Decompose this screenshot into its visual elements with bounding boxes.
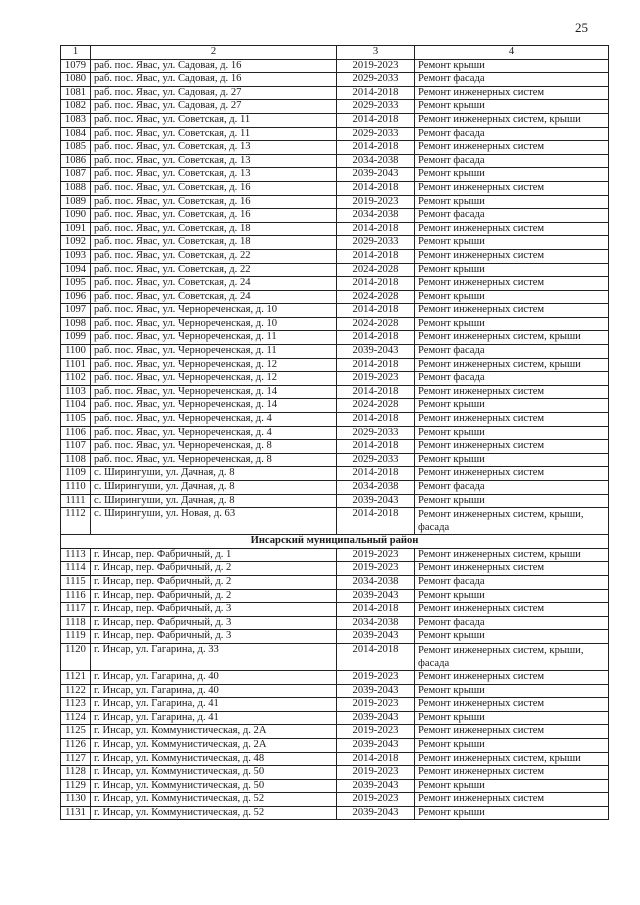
row-number: 1102: [61, 372, 91, 386]
row-number: 1112: [61, 508, 91, 535]
row-number: 1094: [61, 263, 91, 277]
table-row: [61, 508, 609, 535]
row-number: 1086: [61, 154, 91, 168]
row-number: 1083: [61, 113, 91, 127]
row-work-type: Ремонт инженерных систем: [415, 181, 609, 195]
row-address: с. Ширингуши, ул. Новая, д. 63: [91, 508, 337, 535]
row-period: 2039-2043: [337, 806, 415, 820]
table-row: [61, 725, 609, 739]
row-number: 1108: [61, 453, 91, 467]
table-row: [61, 562, 609, 576]
row-work-type: Ремонт крыши: [415, 59, 609, 73]
row-number: 1111: [61, 494, 91, 508]
row-period: 2019-2023: [337, 793, 415, 807]
row-period: 2039-2043: [337, 589, 415, 603]
row-work-type: Ремонт крыши: [415, 738, 609, 752]
row-period: 2039-2043: [337, 738, 415, 752]
row-address: с. Ширингуши, ул. Дачная, д. 8: [91, 481, 337, 495]
row-period: 2014-2018: [337, 603, 415, 617]
row-number: 1093: [61, 249, 91, 263]
district-heading-row: [61, 535, 609, 549]
row-work-type: Ремонт инженерных систем: [415, 385, 609, 399]
row-work-type: Ремонт крыши: [415, 263, 609, 277]
row-address: г. Инсар, ул. Гагарина, д. 40: [91, 684, 337, 698]
table-row: [61, 494, 609, 508]
table-row: [61, 670, 609, 684]
row-work-type: Ремонт инженерных систем, крыши: [415, 113, 609, 127]
row-work-type: Ремонт фасада: [415, 209, 609, 223]
table-row: [61, 779, 609, 793]
row-work-type: Ремонт фасада: [415, 616, 609, 630]
row-number: 1095: [61, 277, 91, 291]
row-number: 1124: [61, 711, 91, 725]
table-row: [61, 127, 609, 141]
row-address: раб. пос. Явас, ул. Советская, д. 24: [91, 290, 337, 304]
row-period: 2039-2043: [337, 494, 415, 508]
row-address: г. Инсар, ул. Коммунистическая, д. 48: [91, 752, 337, 766]
row-period: 2019-2023: [337, 725, 415, 739]
row-address: г. Инсар, пер. Фабричный, д. 3: [91, 630, 337, 644]
table-row: [61, 59, 609, 73]
row-period: 2014-2018: [337, 508, 415, 535]
row-number: 1080: [61, 73, 91, 87]
row-period: 2024-2028: [337, 290, 415, 304]
district-heading: Инсарский муниципальный район: [61, 535, 609, 549]
row-number: 1128: [61, 766, 91, 780]
row-number: 1118: [61, 616, 91, 630]
table-row: [61, 711, 609, 725]
row-work-type: Ремонт крыши: [415, 100, 609, 114]
table-row: [61, 589, 609, 603]
row-work-type: Ремонт крыши: [415, 236, 609, 250]
row-address: г. Инсар, пер. Фабричный, д. 1: [91, 548, 337, 562]
row-work-type: Ремонт крыши: [415, 426, 609, 440]
row-period: 2039-2043: [337, 684, 415, 698]
row-number: 1131: [61, 806, 91, 820]
row-period: 2029-2033: [337, 127, 415, 141]
row-period: 2014-2018: [337, 752, 415, 766]
table-row: [61, 263, 609, 277]
row-address: раб. пос. Явас, ул. Чернореченская, д. 11: [91, 345, 337, 359]
row-number: 1092: [61, 236, 91, 250]
row-work-type: Ремонт крыши: [415, 195, 609, 209]
row-address: г. Инсар, ул. Коммунистическая, д. 2А: [91, 725, 337, 739]
row-address: раб. пос. Явас, ул. Советская, д. 22: [91, 249, 337, 263]
row-number: 1087: [61, 168, 91, 182]
row-number: 1114: [61, 562, 91, 576]
row-period: 2029-2033: [337, 453, 415, 467]
row-period: 2024-2028: [337, 399, 415, 413]
row-address: раб. пос. Явас, ул. Советская, д. 24: [91, 277, 337, 291]
row-number: 1088: [61, 181, 91, 195]
row-address: раб. пос. Явас, ул. Садовая, д. 27: [91, 100, 337, 114]
row-number: 1109: [61, 467, 91, 481]
row-address: раб. пос. Явас, ул. Советская, д. 18: [91, 222, 337, 236]
row-number: 1099: [61, 331, 91, 345]
row-period: 2039-2043: [337, 168, 415, 182]
row-number: 1116: [61, 589, 91, 603]
row-number: 1119: [61, 630, 91, 644]
row-address: раб. пос. Явас, ул. Советская, д. 16: [91, 209, 337, 223]
table-row: [61, 752, 609, 766]
row-address: раб. пос. Явас, ул. Чернореченская, д. 10: [91, 304, 337, 318]
row-period: 2039-2043: [337, 345, 415, 359]
row-period: 2014-2018: [337, 440, 415, 454]
table-row: [61, 209, 609, 223]
row-address: г. Инсар, ул. Коммунистическая, д. 50: [91, 779, 337, 793]
row-number: 1126: [61, 738, 91, 752]
row-period: 2019-2023: [337, 670, 415, 684]
row-number: 1104: [61, 399, 91, 413]
row-work-type: Ремонт крыши: [415, 399, 609, 413]
row-work-type: Ремонт инженерных систем: [415, 766, 609, 780]
row-work-type: Ремонт крыши: [415, 453, 609, 467]
table-row: [61, 222, 609, 236]
table-row: [61, 426, 609, 440]
row-number: 1097: [61, 304, 91, 318]
row-address: раб. пос. Явас, ул. Чернореченская, д. 4: [91, 426, 337, 440]
row-address: раб. пос. Явас, ул. Чернореченская, д. 14: [91, 385, 337, 399]
row-period: 2019-2023: [337, 562, 415, 576]
row-work-type: Ремонт инженерных систем: [415, 86, 609, 100]
row-number: 1129: [61, 779, 91, 793]
row-period: 2034-2038: [337, 575, 415, 589]
row-number: 1123: [61, 698, 91, 712]
row-work-type: Ремонт инженерных систем: [415, 670, 609, 684]
row-number: 1113: [61, 548, 91, 562]
table-row: [61, 168, 609, 182]
row-period: 2014-2018: [337, 141, 415, 155]
row-work-type: Ремонт инженерных систем: [415, 249, 609, 263]
row-work-type: Ремонт инженерных систем: [415, 467, 609, 481]
row-number: 1079: [61, 59, 91, 73]
row-period: 2019-2023: [337, 548, 415, 562]
row-work-type: Ремонт крыши: [415, 317, 609, 331]
row-period: 2019-2023: [337, 698, 415, 712]
column-header-number: 1: [61, 46, 91, 60]
row-number: 1127: [61, 752, 91, 766]
row-address: г. Инсар, пер. Фабричный, д. 2: [91, 589, 337, 603]
row-work-type: Ремонт фасада: [415, 345, 609, 359]
row-period: 2034-2038: [337, 209, 415, 223]
row-address: раб. пос. Явас, ул. Советская, д. 16: [91, 181, 337, 195]
row-period: 2014-2018: [337, 467, 415, 481]
table-row: [61, 100, 609, 114]
row-number: 1120: [61, 643, 91, 670]
table-body-row-1120: [61, 643, 609, 670]
row-number: 1100: [61, 345, 91, 359]
table-row: [61, 304, 609, 318]
row-address: раб. пос. Явас, ул. Советская, д. 11: [91, 127, 337, 141]
row-number: 1090: [61, 209, 91, 223]
row-work-type: Ремонт инженерных систем, крыши: [415, 548, 609, 562]
row-address: г. Инсар, пер. Фабричный, д. 3: [91, 616, 337, 630]
table-row: [61, 141, 609, 155]
row-address: раб. пос. Явас, ул. Советская, д. 11: [91, 113, 337, 127]
repair-schedule-table: [60, 45, 609, 820]
row-period: 2014-2018: [337, 331, 415, 345]
row-work-type: Ремонт крыши: [415, 630, 609, 644]
row-number: 1091: [61, 222, 91, 236]
table-row: [61, 413, 609, 427]
row-work-type: Ремонт инженерных систем: [415, 725, 609, 739]
column-header-address: 2: [91, 46, 337, 60]
table-row: [61, 236, 609, 250]
row-number: 1082: [61, 100, 91, 114]
row-number: 1122: [61, 684, 91, 698]
row-work-type: Ремонт фасада: [415, 154, 609, 168]
column-header-work: 4: [415, 46, 609, 60]
table-row: [61, 331, 609, 345]
row-work-type: Ремонт фасада: [415, 73, 609, 87]
row-work-type: Ремонт крыши: [415, 589, 609, 603]
row-address: раб. пос. Явас, ул. Чернореченская, д. 11: [91, 331, 337, 345]
row-work-type: Ремонт крыши: [415, 806, 609, 820]
row-period: 2029-2033: [337, 100, 415, 114]
row-address: раб. пос. Явас, ул. Чернореченская, д. 12: [91, 358, 337, 372]
row-address: г. Инсар, пер. Фабричный, д. 2: [91, 575, 337, 589]
row-period: 2014-2018: [337, 304, 415, 318]
row-address: г. Инсар, ул. Гагарина, д. 33: [91, 643, 337, 670]
row-address: раб. пос. Явас, ул. Садовая, д. 16: [91, 59, 337, 73]
row-period: 2034-2038: [337, 616, 415, 630]
row-number: 1084: [61, 127, 91, 141]
table-row: [61, 372, 609, 386]
table-row: [61, 249, 609, 263]
row-work-type: Ремонт крыши: [415, 168, 609, 182]
row-number: 1117: [61, 603, 91, 617]
row-period: 2019-2023: [337, 766, 415, 780]
row-address: г. Инсар, ул. Коммунистическая, д. 52: [91, 793, 337, 807]
row-address: раб. пос. Явас, ул. Чернореченская, д. 8: [91, 440, 337, 454]
table-row: [61, 806, 609, 820]
row-address: раб. пос. Явас, ул. Чернореченская, д. 8: [91, 453, 337, 467]
table-row: [61, 345, 609, 359]
table-row: [61, 385, 609, 399]
row-period: 2039-2043: [337, 779, 415, 793]
table-row: [61, 698, 609, 712]
row-period: 2014-2018: [337, 277, 415, 291]
row-address: раб. пос. Явас, ул. Советская, д. 13: [91, 168, 337, 182]
table-header-row: [61, 46, 609, 60]
row-address: раб. пос. Явас, ул. Садовая, д. 16: [91, 73, 337, 87]
column-header-period: 3: [337, 46, 415, 60]
table-row: [61, 317, 609, 331]
row-work-type: Ремонт инженерных систем: [415, 141, 609, 155]
row-period: 2014-2018: [337, 385, 415, 399]
row-work-type: Ремонт крыши: [415, 684, 609, 698]
row-work-type: Ремонт фасада: [415, 372, 609, 386]
table-row: [61, 467, 609, 481]
row-period: 2014-2018: [337, 181, 415, 195]
row-work-type: Ремонт инженерных систем: [415, 698, 609, 712]
row-address: г. Инсар, ул. Коммунистическая, д. 52: [91, 806, 337, 820]
row-address: раб. пос. Явас, ул. Садовая, д. 27: [91, 86, 337, 100]
row-period: 2014-2018: [337, 413, 415, 427]
row-work-type: Ремонт инженерных систем: [415, 793, 609, 807]
row-period: 2029-2033: [337, 426, 415, 440]
row-number: 1081: [61, 86, 91, 100]
table-row: [61, 113, 609, 127]
row-number: 1121: [61, 670, 91, 684]
row-number: 1085: [61, 141, 91, 155]
row-work-type: Ремонт инженерных систем: [415, 603, 609, 617]
row-work-type: Ремонт фасада: [415, 127, 609, 141]
row-period: 2024-2028: [337, 317, 415, 331]
row-work-type: Ремонт инженерных систем: [415, 304, 609, 318]
row-number: 1096: [61, 290, 91, 304]
row-address: раб. пос. Явас, ул. Чернореченская, д. 14: [91, 399, 337, 413]
row-address: раб. пос. Явас, ул. Советская, д. 22: [91, 263, 337, 277]
row-period: 2029-2033: [337, 73, 415, 87]
table-row: [61, 603, 609, 617]
row-period: 2039-2043: [337, 630, 415, 644]
row-number: 1089: [61, 195, 91, 209]
row-work-type: Ремонт инженерных систем, крыши, фасада: [415, 508, 609, 535]
table-row: [61, 154, 609, 168]
table-row: [61, 616, 609, 630]
row-period: 2014-2018: [337, 86, 415, 100]
row-address: раб. пос. Явас, ул. Чернореченская, д. 10: [91, 317, 337, 331]
row-address: с. Ширингуши, ул. Дачная, д. 8: [91, 494, 337, 508]
row-work-type: Ремонт инженерных систем, крыши: [415, 752, 609, 766]
row-period: 2014-2018: [337, 113, 415, 127]
table-body-insar-1: [61, 548, 609, 643]
row-period: 2019-2023: [337, 195, 415, 209]
row-period: 2019-2023: [337, 372, 415, 386]
row-address: с. Ширингуши, ул. Дачная, д. 8: [91, 467, 337, 481]
row-period: 2014-2018: [337, 643, 415, 670]
table-row: [61, 766, 609, 780]
table-row: [61, 277, 609, 291]
row-number: 1107: [61, 440, 91, 454]
row-work-type: Ремонт инженерных систем, крыши: [415, 358, 609, 372]
row-period: 2039-2043: [337, 711, 415, 725]
row-period: 2014-2018: [337, 249, 415, 263]
row-address: г. Инсар, пер. Фабричный, д. 2: [91, 562, 337, 576]
table-row: [61, 290, 609, 304]
row-work-type: Ремонт инженерных систем: [415, 562, 609, 576]
row-work-type: Ремонт инженерных систем: [415, 440, 609, 454]
row-work-type: Ремонт крыши: [415, 711, 609, 725]
row-period: 2034-2038: [337, 154, 415, 168]
table-row: [61, 630, 609, 644]
page-number: 25: [575, 20, 588, 35]
row-address: раб. пос. Явас, ул. Чернореченская, д. 4: [91, 413, 337, 427]
table-row: [61, 358, 609, 372]
row-work-type: Ремонт инженерных систем, крыши: [415, 331, 609, 345]
table-row: [61, 481, 609, 495]
row-work-type: Ремонт крыши: [415, 494, 609, 508]
row-number: 1105: [61, 413, 91, 427]
table-row: [61, 548, 609, 562]
row-address: г. Инсар, ул. Коммунистическая, д. 50: [91, 766, 337, 780]
table-body-yavas: [61, 59, 609, 508]
table-row: [61, 440, 609, 454]
table-row: [61, 73, 609, 87]
row-address: раб. пос. Явас, ул. Советская, д. 18: [91, 236, 337, 250]
row-work-type: Ремонт инженерных систем, крыши, фасада: [415, 643, 609, 670]
table-row: [61, 195, 609, 209]
row-work-type: Ремонт крыши: [415, 290, 609, 304]
table-body-row-1112: [61, 508, 609, 549]
table-row: [61, 793, 609, 807]
row-period: 2029-2033: [337, 236, 415, 250]
row-number: 1130: [61, 793, 91, 807]
row-work-type: Ремонт инженерных систем: [415, 222, 609, 236]
row-work-type: Ремонт фасада: [415, 481, 609, 495]
row-work-type: Ремонт инженерных систем: [415, 277, 609, 291]
row-address: раб. пос. Явас, ул. Советская, д. 13: [91, 154, 337, 168]
table-row: [61, 643, 609, 670]
row-number: 1106: [61, 426, 91, 440]
table-row: [61, 86, 609, 100]
table-row: [61, 399, 609, 413]
row-number: 1115: [61, 575, 91, 589]
row-period: 2014-2018: [337, 222, 415, 236]
row-address: г. Инсар, ул. Гагарина, д. 40: [91, 670, 337, 684]
row-number: 1101: [61, 358, 91, 372]
row-address: раб. пос. Явас, ул. Советская, д. 16: [91, 195, 337, 209]
row-number: 1125: [61, 725, 91, 739]
table-row: [61, 738, 609, 752]
row-work-type: Ремонт инженерных систем: [415, 413, 609, 427]
table-row: [61, 453, 609, 467]
row-period: 2024-2028: [337, 263, 415, 277]
row-address: г. Инсар, ул. Коммунистическая, д. 2А: [91, 738, 337, 752]
row-period: 2034-2038: [337, 481, 415, 495]
row-work-type: Ремонт крыши: [415, 779, 609, 793]
row-number: 1098: [61, 317, 91, 331]
table-row: [61, 684, 609, 698]
row-period: 2014-2018: [337, 358, 415, 372]
row-number: 1103: [61, 385, 91, 399]
row-address: г. Инсар, пер. Фабричный, д. 3: [91, 603, 337, 617]
table-body-insar-2: [61, 670, 609, 820]
row-number: 1110: [61, 481, 91, 495]
row-address: раб. пос. Явас, ул. Чернореченская, д. 12: [91, 372, 337, 386]
table-row: [61, 181, 609, 195]
row-period: 2019-2023: [337, 59, 415, 73]
table-row: [61, 575, 609, 589]
row-address: раб. пос. Явас, ул. Советская, д. 13: [91, 141, 337, 155]
row-work-type: Ремонт фасада: [415, 575, 609, 589]
row-address: г. Инсар, ул. Гагарина, д. 41: [91, 698, 337, 712]
row-address: г. Инсар, ул. Гагарина, д. 41: [91, 711, 337, 725]
